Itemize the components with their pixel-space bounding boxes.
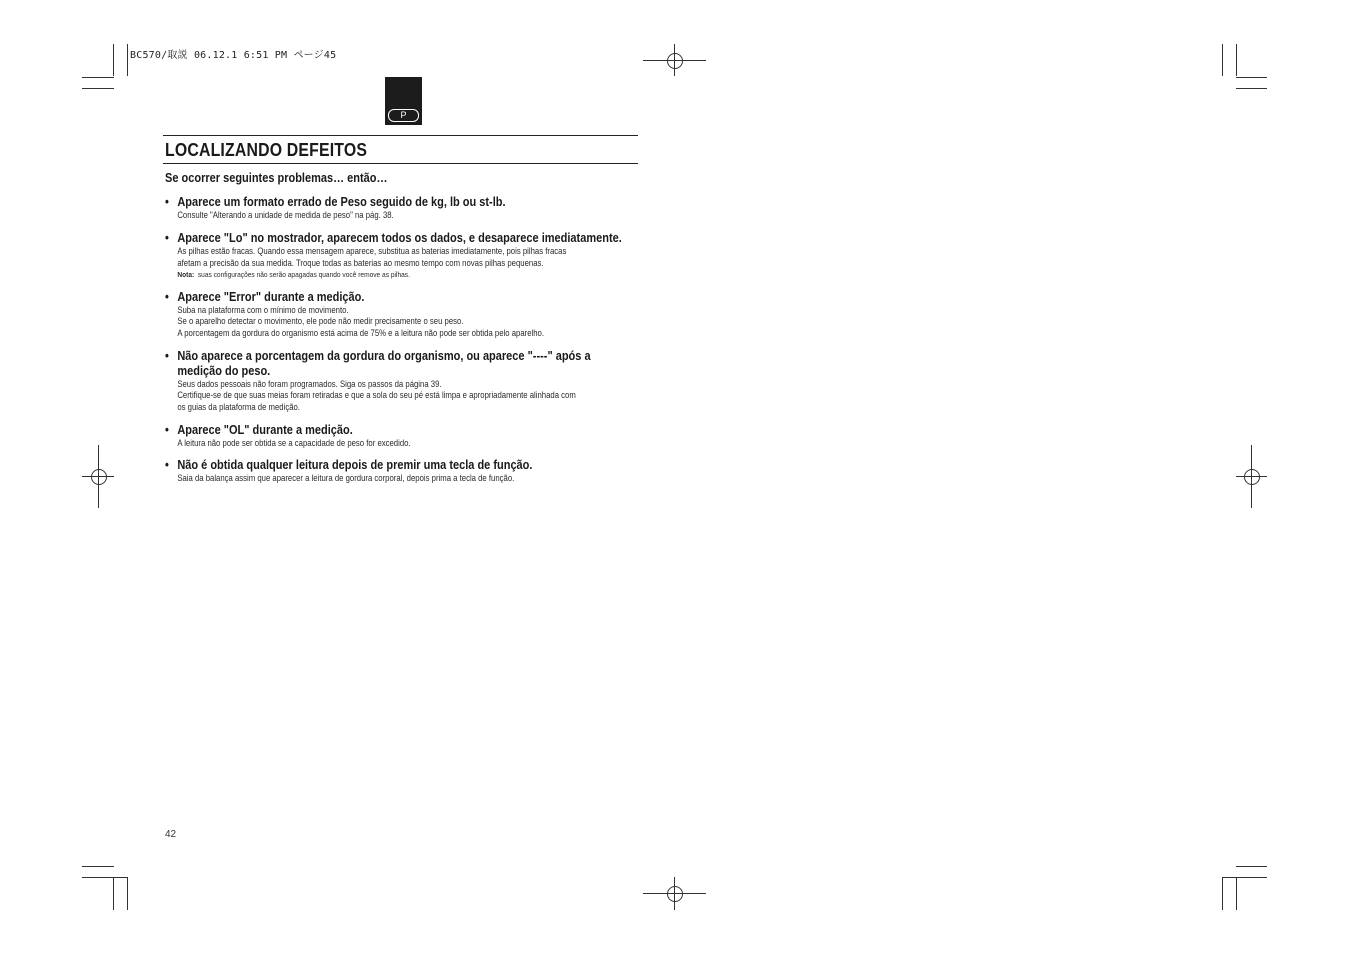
item-detail-line: afetam a precisão da sua medida. Troque todas as baterias ao mesmo tempo com novas pilhas pequenas. bbox=[177, 257, 544, 268]
bullet: • bbox=[165, 231, 169, 246]
language-tab-label: P bbox=[388, 109, 419, 122]
language-tab bbox=[385, 77, 422, 125]
title-rule-top bbox=[163, 135, 638, 136]
print-slug: BC570/取説 06.12.1 6:51 PM ページ45 bbox=[130, 50, 337, 61]
troubleshoot-item bbox=[165, 195, 623, 221]
bullet: • bbox=[165, 349, 169, 364]
page-title: LOCALIZANDO DEFEITOS bbox=[165, 140, 368, 160]
bullet: • bbox=[165, 290, 169, 305]
item-detail-line: Consulte "Alterando a unidade de medida de peso" na pág. 38. bbox=[177, 210, 394, 220]
item-detail-line: A porcentagem da gordura do organismo está acima de 75% e a leitura não pode ser obtida pelo aparelho. bbox=[177, 327, 544, 338]
item-detail-line: Se o aparelho detectar o movimento, ele pode não medir precisamente o seu peso. bbox=[177, 316, 464, 327]
item-detail-line: As pilhas estão fracas. Quando essa mensagem aparece, substitua as baterias imediatamente, pois pilhas fracas bbox=[177, 246, 567, 257]
note-text: suas configurações não serão apagadas quando você remove as pilhas. bbox=[197, 269, 410, 279]
troubleshoot-item bbox=[165, 231, 623, 280]
troubleshooting-content bbox=[165, 171, 623, 492]
item-detail-line: Certifique-se de que suas meias foram retiradas e que a sola do seu pé está limpa e apropriadamente alinhada com bbox=[177, 390, 576, 401]
note-label: Nota: bbox=[177, 269, 195, 279]
item-detail-line: A leitura não pode ser obtida se a capacidade de peso for excedido. bbox=[177, 437, 411, 448]
item-detail-line: os guias da plataforma de medição. bbox=[177, 401, 300, 412]
troubleshoot-item bbox=[165, 290, 623, 339]
item-heading: Aparece "Lo" no mostrador, aparecem todos os dados, e desaparece imediatamente. bbox=[177, 231, 622, 246]
intro-text: Se ocorrer seguintes problemas… então… bbox=[165, 171, 388, 185]
item-detail-line: Suba na plataforma com o mínimo de movimento. bbox=[177, 305, 349, 316]
title-rule-bottom bbox=[163, 163, 638, 164]
item-detail-line: Seus dados pessoais não foram programados. Siga os passos da página 39. bbox=[177, 379, 442, 390]
troubleshoot-item bbox=[165, 423, 623, 449]
item-heading: Não aparece a porcentagem da gordura do organismo, ou aparece "----" após a medição do peso. bbox=[177, 349, 591, 379]
page-number: 42 bbox=[165, 829, 177, 840]
item-heading: Aparece "OL" durante a medição. bbox=[177, 422, 353, 437]
item-note bbox=[177, 269, 622, 280]
bullet: • bbox=[165, 458, 169, 473]
troubleshoot-item bbox=[165, 349, 623, 413]
item-heading: Aparece um formato errado de Peso seguido de kg, lb ou st-lb. bbox=[177, 195, 506, 209]
bullet: • bbox=[165, 195, 169, 209]
item-heading: Aparece "Error" durante a medição. bbox=[177, 290, 365, 305]
item-heading: Não é obtida qualquer leitura depois de premir uma tecla de função. bbox=[177, 458, 533, 473]
troubleshoot-item bbox=[165, 458, 623, 484]
item-detail-line: Saia da balança assim que aparecer a leitura de gordura corporal, depois prima a tecla de função. bbox=[177, 473, 515, 484]
bullet: • bbox=[165, 422, 169, 437]
